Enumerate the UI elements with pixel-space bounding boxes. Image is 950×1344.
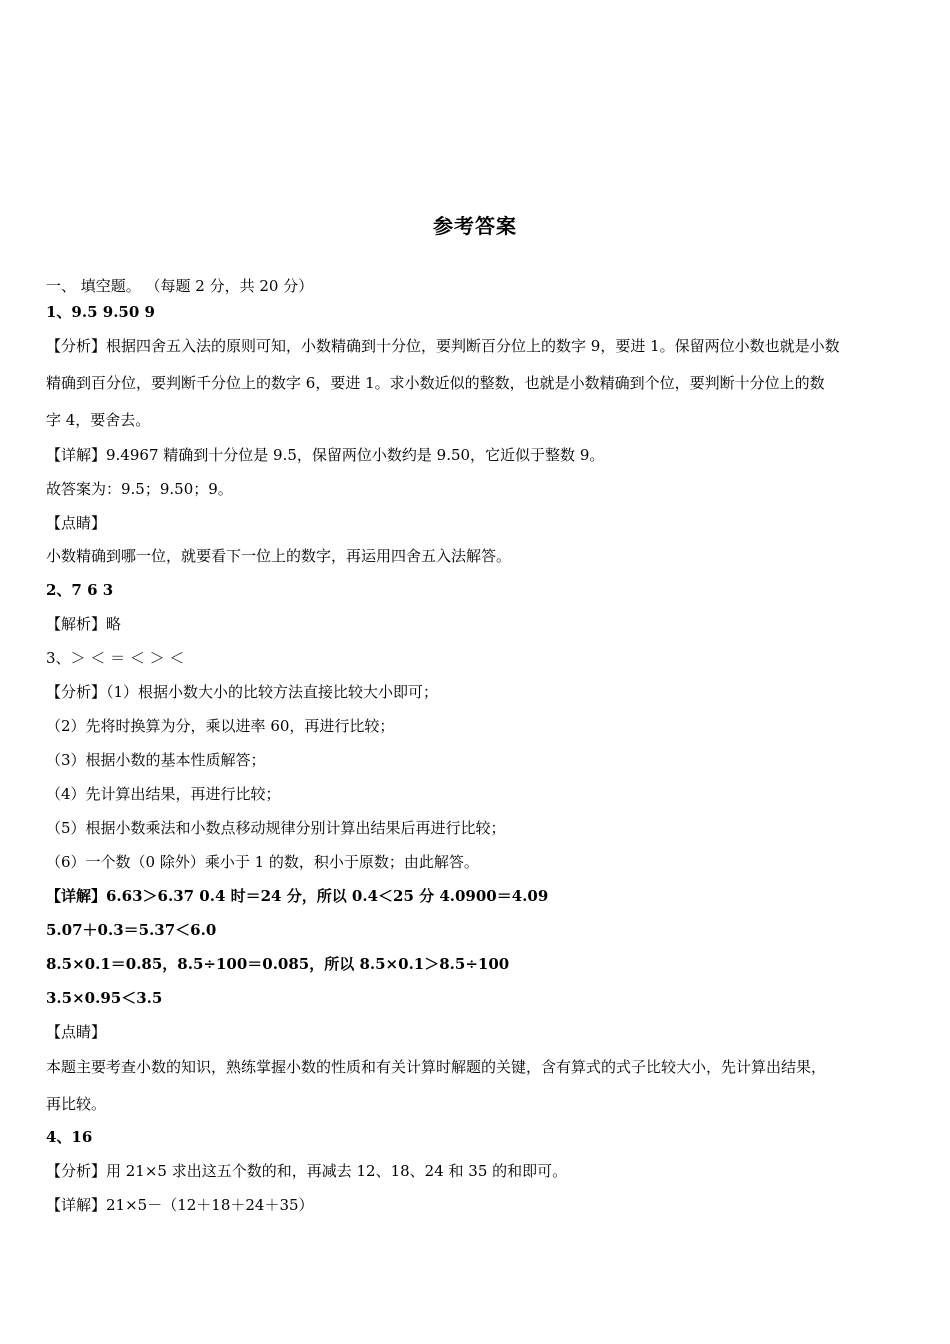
answer-line-1: 1、9.5 9.50 9 xyxy=(46,303,155,321)
analysis-line-8: （5）根据小数乘法和小数点移动规律分别计算出结果后再进行比较； xyxy=(46,819,506,837)
analysis-line-6: （3）根据小数的基本性质解答； xyxy=(46,751,266,769)
analysis-line-7: （4）先计算出结果，再进行比较； xyxy=(46,785,281,803)
analysis-line-2: 精确到百分位，要判断千分位上的数字 6，要进 1。求小数近似的整数，也就是小数精确到个位，要判断十分位上的数 xyxy=(46,374,825,392)
remark-line-2: 本题主要考查小数的知识，熟练掌握小数的性质和有关计算时解题的关键，含有算式的式子比较大小，先计算出结果， xyxy=(46,1058,827,1076)
detail-line-6: 【详解】21×5－（12＋18＋24＋35） xyxy=(46,1196,314,1214)
analysis-line-9: （6）一个数（0 除外）乘小于 1 的数，积小于原数；由此解答。 xyxy=(46,853,479,871)
analysis-line-1: 【分析】根据四舍五入法的原则可知，小数精确到十分位，要判断百分位上的数字 9，要进 1。保留两位小数也就是小数 xyxy=(46,337,840,355)
analysis-line-5: （2）先将时换算为分，乘以进率 60，再进行比较； xyxy=(46,717,395,735)
remark-line-1: 小数精确到哪一位，就要看下一位上的数字，再运用四舍五入法解答。 xyxy=(46,547,512,565)
detail-line-3: 5.07＋0.3＝5.37＜6.0 xyxy=(46,921,217,939)
page-title: 参考答案 xyxy=(433,214,517,238)
answer-line-2: 2、7 6 3 xyxy=(46,581,114,599)
remark-heading-2: 【点睛】 xyxy=(46,1023,107,1041)
answer-line-4: 4、16 xyxy=(46,1128,93,1146)
conclusion-line-1: 故答案为：9.5；9.50；9。 xyxy=(46,480,233,498)
detail-line-5: 3.5×0.95＜3.5 xyxy=(46,989,163,1007)
detail-line-4: 8.5×0.1＝0.85，8.5÷100＝0.085，所以 8.5×0.1＞8.5÷100 xyxy=(46,955,510,973)
analysis-line-4: 【分析】（1）根据小数大小的比较方法直接比较大小即可； xyxy=(46,683,439,701)
detail-line-1: 【详解】9.4967 精确到十分位是 9.5，保留两位小数约是 9.50，它近似于整数 9。 xyxy=(46,446,605,464)
solution-line-2: 【解析】略 xyxy=(46,615,122,633)
remark-heading-1: 【点睛】 xyxy=(46,514,107,532)
section-heading: 一、 填空题。 （每题 2 分，共 20 分） xyxy=(46,277,314,295)
analysis-line-3: 字 4，要舍去。 xyxy=(46,411,151,429)
answer-line-3: 3、＞ ＜ ＝ ＜ ＞ ＜ xyxy=(46,649,185,667)
remark-line-3: 再比较。 xyxy=(46,1095,107,1113)
analysis-line-10: 【分析】用 21×5 求出这五个数的和，再减去 12、18、24 和 35 的和即可。 xyxy=(46,1162,568,1180)
detail-line-2: 【详解】6.63＞6.37 0.4 时＝24 分，所以 0.4＜25 分 4.0900＝4.09 xyxy=(46,887,549,905)
